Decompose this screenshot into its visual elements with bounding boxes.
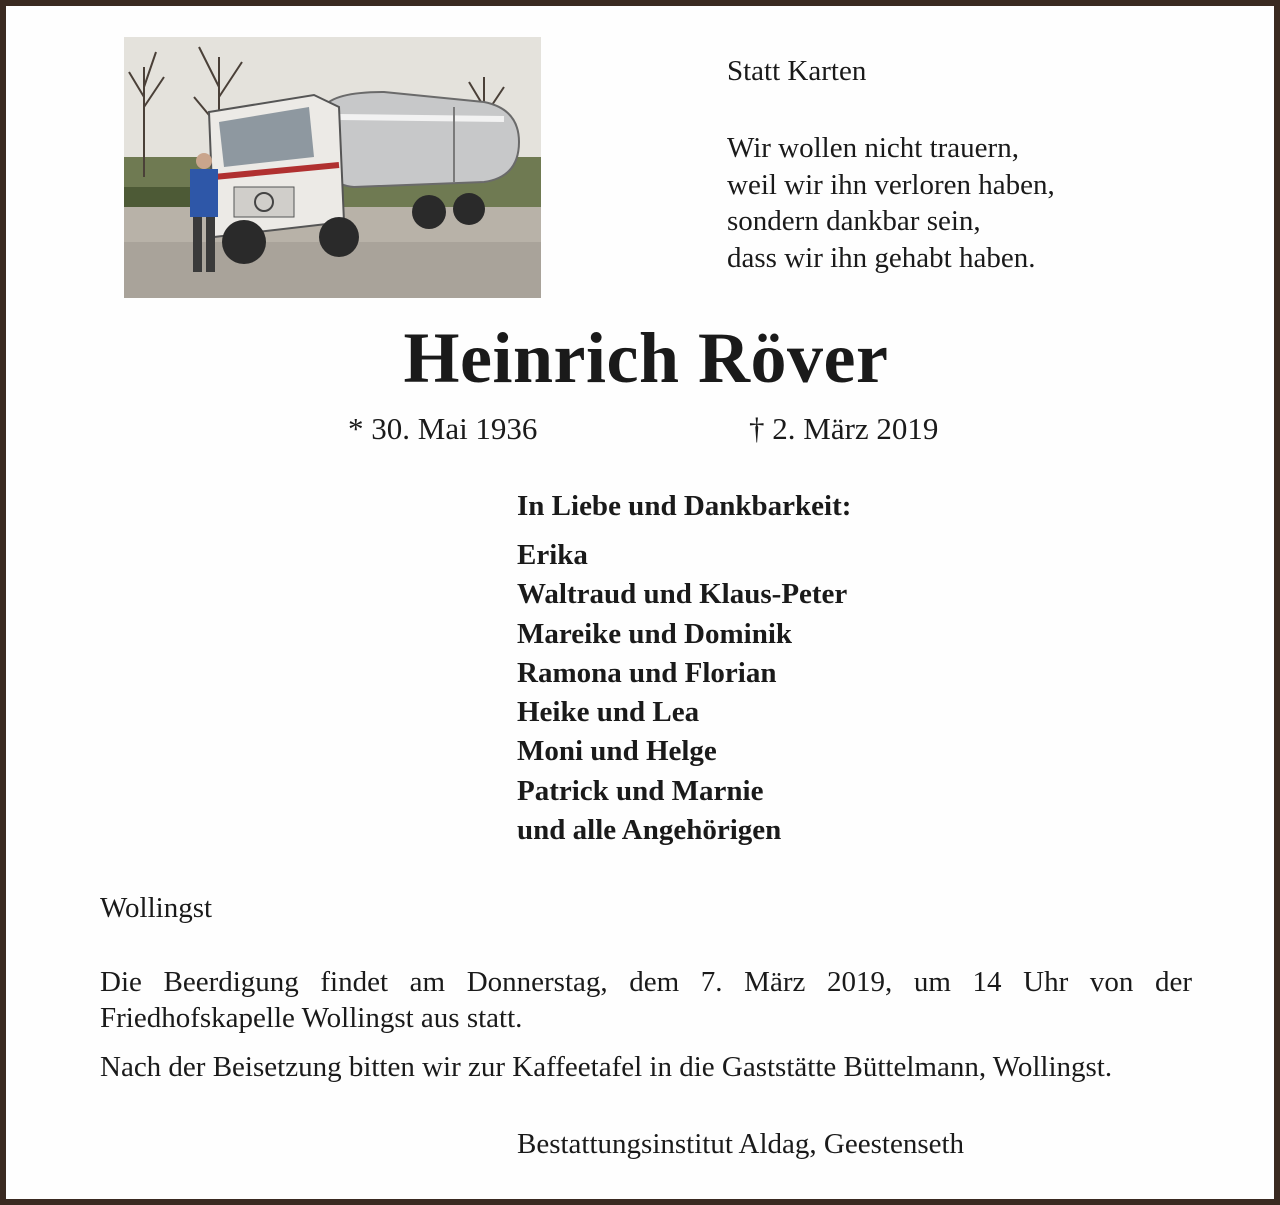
poem-line: sondern dankbar sein, — [727, 205, 981, 237]
mourner-name: Mareike und Dominik — [517, 617, 793, 650]
mourner-name: Patrick und Marnie — [517, 774, 764, 807]
mourner-name: Moni und Helge — [517, 735, 717, 768]
mourner-name: Erika — [517, 539, 588, 571]
mourner-name: Waltraud und Klaus-Peter — [517, 578, 848, 611]
memorial-poem — [727, 130, 1055, 276]
deceased-name: Heinrich Röver — [403, 318, 889, 398]
birth-date: * 30. Mai 1936 — [348, 411, 538, 446]
mourner-name: Heike und Lea — [517, 696, 700, 729]
death-date: † 2. März 2019 — [749, 411, 939, 446]
mourners-list — [517, 536, 847, 850]
mourner-name: Ramona und Florian — [517, 656, 777, 689]
statt-karten-note: Statt Karten — [727, 55, 867, 87]
undertaker-name: Bestattungsinstitut Aldag, Geestenseth — [517, 1128, 965, 1160]
mourners-intro: In Liebe und Dankbarkeit: — [517, 490, 852, 522]
funeral-details: Die Beerdigung findet am Donnerstag, dem 7. März 2019, um 14 Uhr von der Friedhofskapelle Wollingst aus statt. — [100, 966, 1192, 1034]
mourner-name: und alle Angehörigen — [517, 814, 782, 847]
poem-line: dass wir ihn gehabt haben. — [727, 241, 1036, 274]
poem-line: Wir wollen nicht trauern, — [727, 132, 1019, 164]
photo-truck-illustration — [124, 37, 541, 298]
poem-line: weil wir ihn verloren haben, — [727, 168, 1055, 201]
place-name: Wollingst — [100, 892, 213, 924]
reception-details: Nach der Beisetzung bitten wir zur Kaffeetafel in die Gaststätte Büttelmann, Wollingst. — [100, 1051, 1113, 1083]
memorial-photo — [124, 37, 541, 298]
